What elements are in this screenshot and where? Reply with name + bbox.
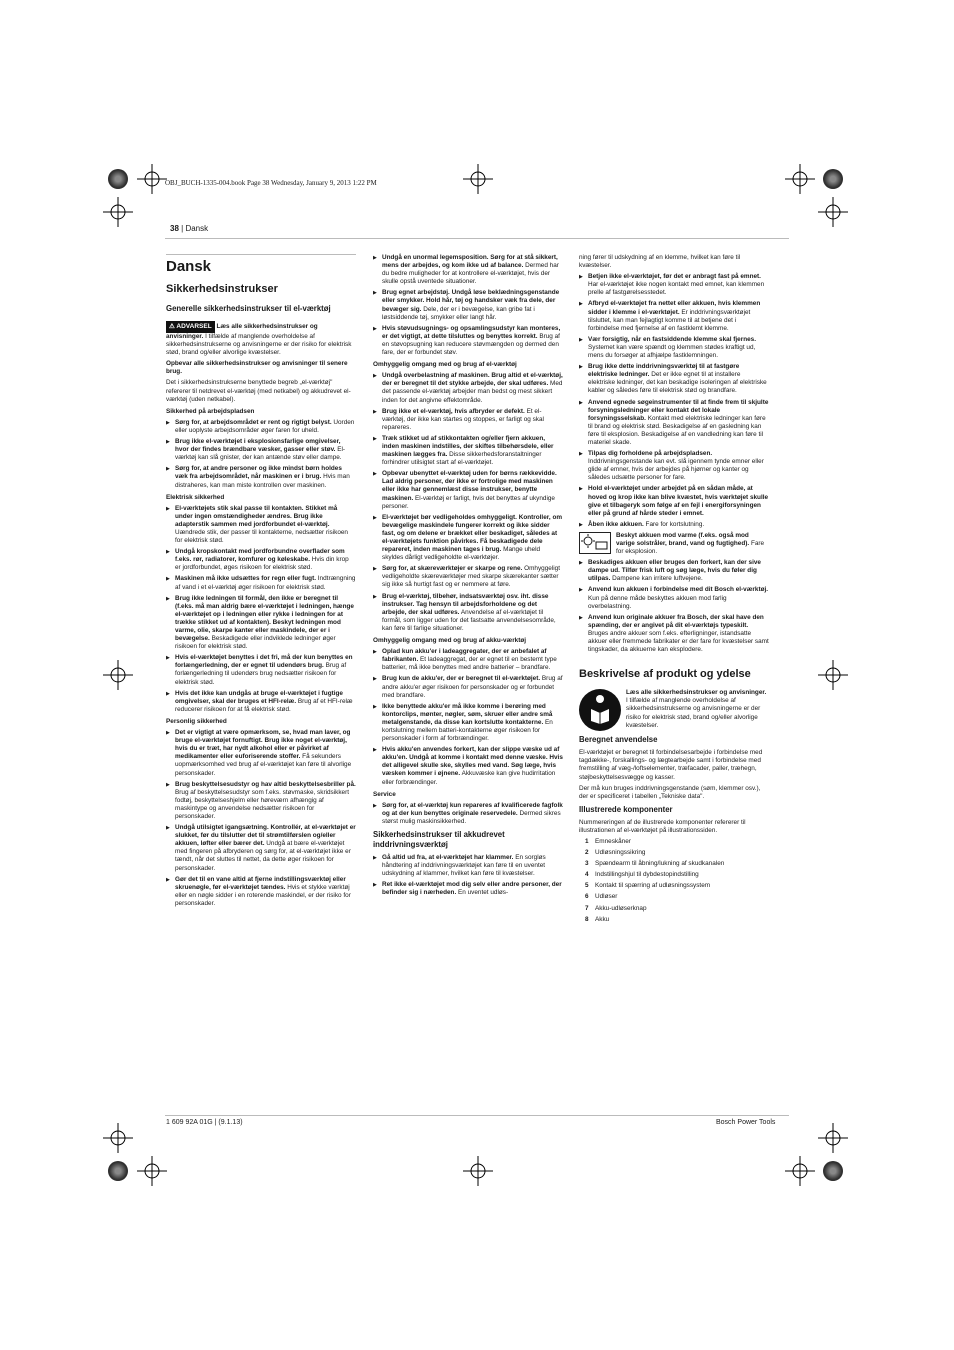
registration-mark-icon: [103, 1123, 133, 1153]
intended-use: El-værktøjet er beregnet til forbindelsesarbejde i forbindelse med tagdække-, forskallings- og lægtearbejde samt i forbindelse med fremstilling af væg-/loftselementer, træfacader, paller, træhegn, støjbeskyttelsesvægge og kasser.: [579, 749, 763, 781]
bullet-item: ▶ Gå altid ud fra, at el-værktøjet har klammer. En sorgløs håndtering af inddrivningsværktøjet kan føre til en uventet udskydning af klammer, hvilket kan føre til kvæstelser.: [373, 854, 563, 878]
registration-mark-icon: [818, 1123, 848, 1153]
page-header: 38 | Dansk: [170, 224, 209, 233]
bullet-item: ▶ Betjen ikke el-værktøjet, før det er anbragt fast på emnet. Har el-værktøjet ikke nogen kontakt med emnet, kan klemmen prelle af fastgørelsesstedet.: [579, 273, 769, 297]
bullet-item: ▶ Brug ikke ledningen til formål, den ikke er beregnet til (f.eks. må man aldrig bære el-værktøjet i ledningen, hænge el-værktøjet op i ledningen eller rykke i ledningen for at trække stikket ud af kontakten). Beskyt ledningen mod varme, olie, skarpe kanter eller maskindele, der er i bevægelse. Beskadigede eller indviklede ledninger øger risikoen for elektrisk stød.: [166, 595, 356, 652]
bullet-item: ▶ Undgå utilsigtet igangsætning. Kontrollér, at el-værktøjet er slukket, før du tilslutter det til strømtilførslen og/eller akkuen, løfter eller bærer det. Undgå at bære el-værktøjet med fingeren på afbryderen og sørg for, at el-værktøjet ikke er tændt, når det sluttes til nettet, da dette øger risikoen for personskader.: [166, 824, 356, 873]
subheading: Personlig sikkerhed: [166, 717, 227, 725]
bullet-item: ▶ Opbevar ubenyttet el-værktøj uden for børns rækkevidde. Lad aldrig personer, der ikke er fortrolige med maskinen eller ikke har gennemlæst disse instrukser, benytte maskinen. El-værktøj er farligt, hvis det benyttes af ukyndige personer.: [373, 470, 563, 510]
subheading: Elektrisk sikkerhed: [166, 493, 225, 501]
bullet-item: ▶ Hold el-værktøjet under arbejdet på en sådan måde, at hoved og krop ikke kan blive kvæstet, hvis værktøjet skulle give et tilbageryk som følge af en fejl i energiforsyningen eller på grund af hårde steder i emnet.: [579, 485, 769, 517]
bullet-item: ▶ Brug el-værktøj, tilbehør, indsatsværktøj osv. iht. disse instrukser. Tag hensyn til arbejdsforholdene og det arbejde, der skal udføres. Anvendelse af el-værktøjet til formål, som ligger uden for det fastsatte anvendelsesområde, kan føre til farlige situationer.: [373, 593, 563, 633]
list: [373, 854, 563, 897]
subheading: Service: [373, 790, 396, 798]
registration-mark-icon: [785, 164, 815, 194]
bullet-item: ▶ Anvend kun originale akkuer fra Bosch, der skal have den spænding, der er angivet på dit el-værktøjs typeskilt. Bruges andre akkuer som f.eks. efterligninger, istandsatte akkuer eller fremmede fabrikater er der fare for kvæstelser samt tingskader, da akkuerne kan eksplodere.: [579, 614, 769, 654]
component-item: 3 Spændearm til åbning/lukning af skudkanalen: [585, 860, 725, 868]
registration-mark-icon: [103, 197, 133, 227]
section-heading: Sikkerhedsinstrukser: [166, 283, 278, 295]
bullet-item: ▶ Sørg for, at skæreværktøjer er skarpe og rene. Omhyggeligt vedligeholdte skæreværktøjer med skarpe skærekanter sætter sig ikke så hurtigt fast og er nemmere at føre.: [373, 565, 563, 589]
bullet-item: ▶ Hvis akku'en anvendes forkert, kan der slippe væske ud af akku'en. Undgå at komme i kontakt med denne væske. Hvis det alligevel skulle ske, skylles med vand. Søg læge, hvis væsken kommer i øjnene. Akkuvæske kan give hudirritation eller forbrændinger.: [373, 746, 563, 786]
read-manual-notice: Læs alle sikkerhedsinstrukser og anvisninger. I tilfælde af manglende overholdelse af sikkerhedsinstrukserne og anvisningerne er der risiko for elektrisk stød, brand og/eller alvorlige kvæstelser.: [579, 689, 769, 731]
column-3: [579, 254, 769, 927]
bullet-item: ▶ Anvend kun akkuen i forbindelse med dit Bosch el-værktøj. Kun på denne måde beskyttes akkuen mod farlig overbelastning.: [579, 586, 769, 610]
list: [166, 505, 356, 714]
bullet-item: ▶ Sørg for, at andre personer og ikke mindst børn holdes væk fra arbejdsområdet, når maskinen er i brug. Hvis man distraheres, kan man miste kontrollen over maskinen.: [166, 465, 356, 489]
warning-paragraph: ⚠ ADVARSEL Læs alle sikkerhedsinstrukser og anvisninger. I tilfælde af manglende overholdelse af sikkerhedsinstrukserne og anvisningerne er der risiko for elektrisk stød, brand og/eller alvorlige kvæstelser.: [166, 323, 352, 357]
warning-badge: ⚠ ADVARSEL: [166, 321, 215, 333]
list: [166, 419, 356, 490]
components-list: [579, 838, 769, 924]
bullet-item: ▶ El-værktøjet bør vedligeholdes omhyggeligt. Kontroller, om bevægelige maskindele fungerer korrekt og ikke sidder fast, og om delene er brækket eller beskadiget, således at el-værktøjets funktion påvirkes. Få beskadigede dele repareret, inden maskinen tages i brug. Mange uheld skyldes dårligt vedligeholdte el-værktøjer.: [373, 514, 563, 563]
registration-mark-icon: [818, 197, 848, 227]
bullet-item: ▶ Brug beskyttelsesudstyr og hav altid beskyttelsesbriller på. Brug af beskyttelsesudstyr som f.eks. støvmaske, skridsikkert fodtøj, beskyttelseshjelm eller høreværn afhængig af maskintype og anvendelse nedsætter risikoen for personskader.: [166, 781, 356, 821]
components-intro: Nummereringen af de illustrerede komponenter refererer til illustrationen af el-værktøjet på illustrationssiden.: [579, 818, 746, 834]
bullet-item: ▶ Brug ikke el-værktøjet i eksplosionsfarlige omgivelser, hvor der findes brændbare væsker, gasser eller støv. El-værktøj kan slå gnister, der kan antænde støv eller dampe.: [166, 438, 356, 462]
bullet-item: ▶ Åben ikke akkuen. Fare for kortslutning.: [579, 521, 769, 529]
component-item: 1 Emneskåner: [585, 837, 631, 845]
list: [373, 254, 563, 357]
page-section: Dansk: [185, 224, 209, 233]
list: [373, 802, 563, 826]
subsection-heading: Generelle sikkerhedsinstrukser til el-værktøj: [166, 304, 331, 313]
bullet-item: ▶ Sørg for, at el-værktøj kun repareres af kvalificerede fagfolk og at der kun benyttes originale reservedele. Dermed sikres størst mulig maskinsikkerhed.: [373, 802, 563, 826]
color-mark: [108, 1161, 128, 1181]
subsection-heading: Illustrerede komponenter: [579, 804, 673, 814]
bullet-item: ▶ Undgå overbelastning af maskinen. Brug altid et el-værktøj, der er beregnet til det stykke arbejde, der skal udføres. Med det passende el-værktøj arbejder man bedst og mest sikkert inden for det angivne effektområde.: [373, 372, 563, 404]
registration-mark-icon: [818, 660, 848, 690]
bullet-item: ▶ Brug kun de akku'er, der er beregnet til el-værktøjet. Brug af andre akku'er øger risikoen for personskader og er forbundet med brandfare.: [373, 675, 563, 699]
bullet-item: ▶ El-værktøjets stik skal passe til kontakten. Stikket må under ingen omstændigheder ændres. Brug ikke adapterstik sammen med jordforbundet el-værktøj. Uændrede stik, der passer til kontakterne, nedsætter risikoen for elektrisk stød.: [166, 505, 356, 545]
bullet-item: ▶ Afbryd el-værktøjet fra nettet eller akkuen, hvis klemmen sidder i klemme i el-værktøjet. Er inddrivningsværktøjet tilsluttet, kan man fejlagtigt komme til at betjene det i forbindelse med fjernelse af en fastklemt klemme.: [579, 300, 769, 332]
bullet-item: ▶ Oplad kun akku'er i ladeaggregater, der er anbefalet af fabrikanten. Et ladeaggregat, der er egnet til en bestemt type batterier, må ikke benyttes med andre batterier – brandfare.: [373, 648, 563, 672]
column-1: [166, 254, 356, 911]
intended-use-2: Der må kun bruges inddrivningsgenstande (søm, klemmer osv.), der er specificeret i tabellen „Tekniske data".: [579, 784, 761, 800]
color-mark: [108, 169, 128, 189]
term-paragraph: Det i sikkerhedsinstrukserne benyttede begreb „el-værktøj" refererer til netdrevet el-værktøj (med netkabel) og akkudrevet el-værktøj (uden netkabel).: [166, 379, 351, 403]
list: [373, 372, 563, 633]
registration-mark-icon: [785, 1156, 815, 1186]
footer-rule: [165, 1115, 789, 1116]
registration-mark-icon: [137, 164, 167, 194]
component-item: 8 Akku: [585, 915, 610, 923]
component-item: 6 Udløser: [585, 893, 618, 901]
registration-mark-icon: [463, 164, 493, 194]
subheading: Omhyggelig omgang med og brug af el-værktøj: [373, 361, 517, 369]
subheading: Sikkerhed på arbejdspladsen: [166, 407, 255, 415]
section-heading: Beskrivelse af produkt og ydelse: [579, 668, 751, 681]
list: [166, 729, 356, 908]
bullet-item: ▶ Ret ikke el-værktøjet mod dig selv eller andre personer, der befinder sig i nærheden. En uventet udløs-: [373, 881, 563, 897]
list: [579, 273, 769, 529]
file-slug: OBJ_BUCH-1335-004.book Page 38 Wednesday, January 9, 2013 1:22 PM: [165, 179, 377, 187]
bullet-item: ▶ Undgå kropskontakt med jordforbundne overflader som f.eks. rør, radiatorer, komfurer og køleskabe. Hvis din krop er jordforbundet, øges risikoen for elektrisk stød.: [166, 548, 356, 572]
read-manual-icon: [579, 689, 621, 731]
bullet-item: ▶ Hvis el-værktøjet benyttes i det fri, må der kun benyttes en forlængerledning, der er egnet til udendørs brug. Brug af forlængerledning til udendørs brug nedsætter risikoen for elektrisk stød.: [166, 654, 356, 686]
bullet-item: ▶ Vær forsigtig, når en fastsiddende klemme skal fjernes. Systemet kan være spændt og klemmen stødes kraftigt ud, mens du forsøger at afhjælpe fastklemningen.: [579, 336, 769, 360]
bullet-item: ▶ Hvis det ikke kan undgås at bruge el-værktøjet i fugtige omgivelser, skal der bruges et HFI-relæ. Brug af et HFI-relæ reducerer risikoen for at få elektrisk stød.: [166, 690, 356, 714]
footer-doc-number: 1 609 92A 01G | (9.1.13): [166, 1119, 243, 1126]
bullet-item: ▶ Træk stikket ud af stikkontakten og/eller fjern akkuen, inden maskinen indstilles, der skiftes tilbehørsdele, eller maskinen lægges fra. Disse sikkerhedsforanstaltninger forhindrer utilsigtet start af el-værktøjet.: [373, 435, 563, 467]
subheading: Omhyggelig omgang med og brug af akku-værktøj: [373, 637, 527, 645]
continued-text: ning fører til udskydning af en klemme, hvilket kan føre til kvæstelser.: [579, 254, 741, 270]
registration-mark-icon: [137, 1156, 167, 1186]
battery-heat-warning-icon: [579, 532, 611, 554]
subsection-heading: Sikkerhedsinstrukser til akkudrevet inddrivningsværktøj: [373, 830, 505, 849]
bullet-item: ▶ Undgå en unormal legemsposition. Sørg for at stå sikkert, mens der arbejdes, og kom ikke ud af balance. Dermed har du bedre muligheder for at kontrollere el-værktøjet, hvis der skulle opstå uventede situationer.: [373, 254, 563, 286]
bullet-item: ▶ Ikke benyttede akku'er må ikke komme i berøring med kontorclips, mønter, nøgler, søm, skruer eller andre små metalgenstande, da disse kan kortslutte kontakterne. En kortslutning mellem batteri-kontakterne øger risikoen for personskader i form af forbrændinger.: [373, 703, 563, 743]
page-title: Dansk: [166, 254, 356, 275]
component-item: 2 Udløsningssikring: [585, 849, 646, 857]
bullet-item: ▶ Tilpas dig forholdene på arbejdspladsen. Inddrivningsgenstande kan evt. slå igennem tynde emner eller glide af emner, hvis der arbejdes på hjørner og kanter og således udsætte personer for fare.: [579, 450, 769, 482]
footer-brand: Bosch Power Tools: [716, 1119, 776, 1126]
bullet-item: ▶ Anvend egnede søgeinstrumenter til at finde frem til skjulte forsyningsledninger eller kontakt det lokale forsyningsselskab. Kontakt med elektriske ledninger kan føre til brand og elektrisk stød. Beskadigelse af en gasledning kan føre til eksplosion. Beskadigelse af en vandledning kan føre til materiel skade.: [579, 399, 769, 448]
component-item: 5 Kontakt til spærring af udløsningssystem: [585, 882, 711, 890]
bullet-item: ▶ Det er vigtigt at være opmærksom, se, hvad man laver, og bruge el-værktøjet fornuftigt. Brug ikke noget el-værktøj, hvis du er træt, har nydt alkohol eller er påvirket af medikamenter eller euforiserende stoffer. Få sekunders uopmærksomhed ved brug af el-værktøjet kan føre til alvorlige personskader.: [166, 729, 356, 778]
column-2: [373, 254, 563, 900]
component-item: 4 Indstillingshjul til dybdestopindstilling: [585, 871, 699, 879]
subsection-heading: Beregnet anvendelse: [579, 735, 658, 745]
registration-mark-icon: [463, 1156, 493, 1186]
bullet-item: ▶ Brug ikke dette inddrivningsværktøj til at fastgøre elektriske ledninger. Det er ikke egnet til at installere elektriske ledninger, det kan beskadige isoleringen af elektriske kabler og således føre til elektrisk stød og brandfare.: [579, 363, 769, 395]
bullet-item: ▶ Sørg for, at arbejdsområdet er rent og rigtigt belyst. Uorden eller uoplyste arbejdsområder øger faren for uheld.: [166, 419, 356, 435]
bullet-item: ▶ Beskadiges akkuen eller bruges den forkert, kan der sive dampe ud. Tilfør frisk luft og søg læge, hvis du føler dig utilpas. Dampene kan irritere luftvejene.: [579, 559, 769, 583]
bullet-item: ▶ Hvis støvudsugnings- og opsamlingsudstyr kan monteres, er det vigtigt, at dette tilsluttes og benyttes korrekt. Brug af en støvopsugning kan reducere støvmængden og dermed den fare, der er forbundet støv.: [373, 325, 563, 357]
color-mark: [823, 169, 843, 189]
bullet-item: ▶ Brug egnet arbejdstøj. Undgå løse beklædningsgenstande eller smykker. Hold hår, tøj og handsker væk fra dele, der bevæger sig. Dele, der er i bevægelse, kan gribe fat i løstsiddende tøj, smykker eller langt hår.: [373, 289, 563, 321]
registration-mark-icon: [103, 660, 133, 690]
list: [579, 559, 769, 654]
bullet-item: ▶ Gør det til en vane altid at fjerne indstillingsværktøj eller skruenøgle, før el-værktøjet tændes. Hvis et stykke værktøj eller en nøgle sidder i en roterende maskindel, er der risiko for personskader.: [166, 876, 356, 908]
keep-instructions: Opbevar alle sikkerhedsinstrukser og anvisninger til senere brug.: [166, 360, 348, 376]
list: [373, 648, 563, 787]
sun-warning: Beskyt akkuen mod varme (f.eks. også mod varige solstråler, brand, vand og fugtighed). Fare for eksplosion.: [579, 532, 769, 556]
color-mark: [823, 1161, 843, 1181]
component-item: 7 Akku-udløserknap: [585, 904, 647, 912]
bullet-item: ▶ Maskinen må ikke udsættes for regn eller fugt. Indtrængning af vand i et el-værktøj øger risikoen for elektrisk stød.: [166, 575, 356, 591]
header-rule: [165, 238, 789, 239]
page-number: 38: [170, 224, 179, 233]
bullet-item: ▶ Brug ikke et el-værktøj, hvis afbryder er defekt. Et el-værktøj, der ikke kan startes og stoppes, er farligt og skal repareres.: [373, 408, 563, 432]
